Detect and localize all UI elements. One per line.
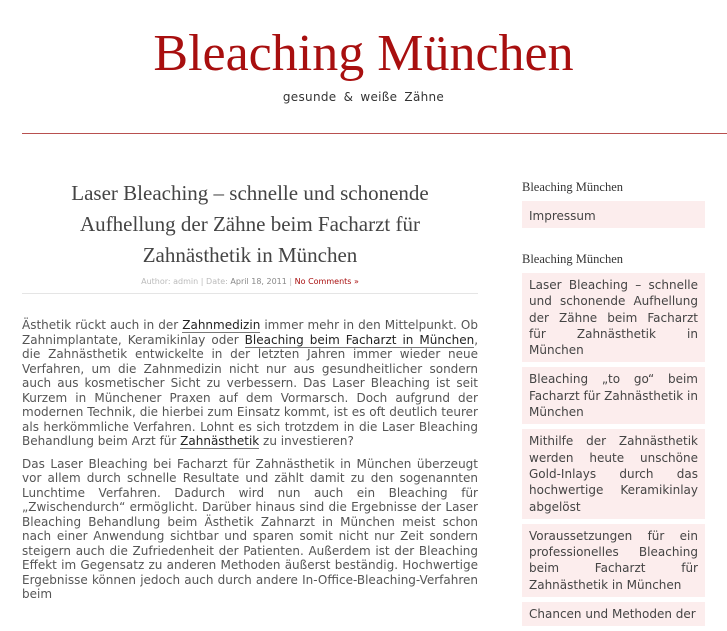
header-divider	[22, 133, 727, 134]
list-item[interactable]	[522, 367, 705, 424]
widget-title: Bleaching München	[522, 180, 624, 194]
post-title-text[interactable]: Laser Bleaching – schnelle und schonende Aufhellung der Zähne beim Facharzt für Zahnästhetik in München	[71, 181, 429, 267]
comments-link[interactable]: No Comments »	[294, 277, 359, 286]
post-body	[22, 318, 478, 602]
site-title[interactable]: Bleaching München	[153, 25, 574, 82]
list-item[interactable]	[522, 602, 705, 626]
post-title[interactable]	[36, 178, 464, 271]
post-meta	[22, 277, 478, 286]
meta-separator: |	[289, 277, 293, 286]
meta-separator: |	[200, 277, 204, 286]
meta-divider	[22, 293, 478, 294]
list-item[interactable]	[522, 524, 705, 597]
recent-post-link[interactable]: Laser Bleaching – schnelle und schonende Aufhellung der Zähne beim Facharzt für Zahnästhetik in München	[529, 278, 698, 358]
site-tagline: gesunde & weiße Zähne	[282, 90, 445, 104]
recent-post-link[interactable]: Chancen und Methoden der	[529, 607, 696, 622]
recent-posts-list	[522, 273, 705, 626]
date-label: Date:	[206, 277, 228, 286]
link-bleaching-facharzt[interactable]: Bleaching beim Facharzt in München	[244, 332, 475, 347]
recent-post-link[interactable]: Bleaching „to go“ beim Facharzt für Zahnästhetik in München	[529, 372, 698, 420]
post-paragraph: Das Laser Bleaching bei Facharzt für Zahnästhetik in München überzeugt vor allem durch schnelle Resultate und zählt damit zu den sogenannten Lunchtime Verfahren. Dadurch wird nun auch ein Bleaching für „Zwischendurch“ ermöglicht. Darüber hinaus sind die Ergebnisse der Laser Bleaching Behandlung beim Ästhetik Zahnarzt in München meist schon nach einer Anwendung sichtbar und sparen somit nicht nur Zeit sondern steigern auch die Zufriedenheit der Patienten. Außerdem ist der Bleaching Effekt im Gegensatz zu anderen Methoden äußerst beständig. Hochwertige Ergebnisse können jedoch auch durch andere In-Office-Bleaching-Verfahren beim	[22, 456, 478, 601]
recent-post-link[interactable]: Mithilfe der Zahnästhetik werden heute unschöne Gold-Inlays durch das hochwertige Keramikinlay abgelöst	[529, 434, 698, 514]
list-item[interactable]	[522, 273, 705, 362]
list-item[interactable]	[522, 429, 705, 518]
link-zahnaesthetik[interactable]: Zahnästhetik	[180, 434, 260, 448]
paragraph-text: , die Zahnästhetik entwickelte in der letzten Jahren immer wieder neue Verfahren, um die Zahnmedizin nicht nur aus gesundheitlicher sondern auch aus kosmetischer Sicht zu verbessern. Das Laser Bleaching ist seit Kurzem in Münchener Praxen auf dem Vormarsch. Doch aufgrund der modernen Technik, die hierbei zum Einsatz kommt, ist es oft deutlich teurer als herkömmliche Verfahren. Lohnt es sich trotzdem in die Laser Bleaching Behandlung beim Arzt für	[22, 332, 479, 448]
paragraph-text: immer mehr in den Mittelpunkt. Ob Zahnimplantate, Keramikinlay oder	[22, 318, 478, 347]
paragraph-text: Ästhetik rückt auch in der	[22, 318, 183, 332]
widget-title: Bleaching München	[522, 252, 624, 266]
recent-post-link[interactable]: Voraussetzungen für ein professionelles Bleaching beim Facharzt für Zahnästhetik in München	[529, 528, 698, 592]
link-zahnmedizin[interactable]: Zahnmedizin	[182, 318, 261, 332]
post-date: April 18, 2011	[230, 277, 287, 286]
impressum-link[interactable]: Impressum	[529, 209, 596, 223]
site-header	[0, 0, 727, 134]
paragraph-text: zu investieren?	[259, 434, 354, 448]
author-label: Author:	[141, 277, 171, 286]
author-name: admin	[173, 277, 199, 286]
sidebar	[522, 180, 705, 631]
post-paragraph	[22, 318, 478, 449]
sidebar-item-impressum[interactable]	[522, 201, 705, 228]
